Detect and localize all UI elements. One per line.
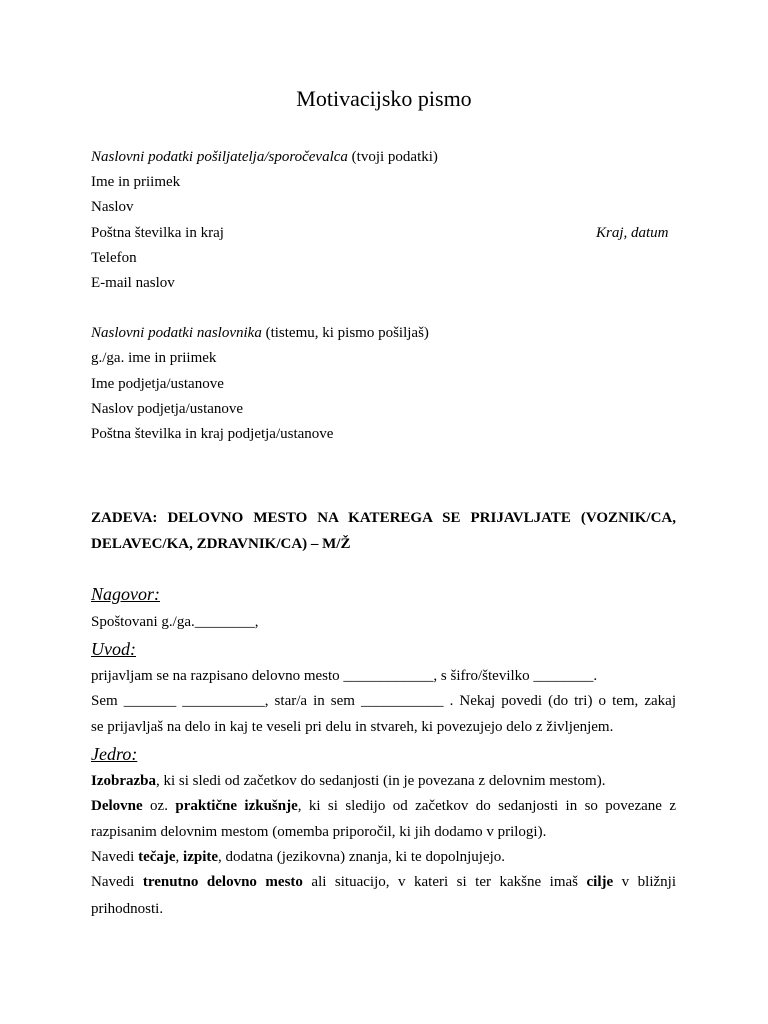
body-education-text: , ki si sledi od začetkov do sedanjosti (in je povezana z delovnim mestom). <box>156 773 606 789</box>
body-current-pre: Navedi <box>91 874 143 890</box>
subject-line-1: ZADEVA: DELOVNO MESTO NA KATEREGA SE PRIJAVLJATE (VOZNIK/CA, <box>91 510 676 526</box>
recipient-name: g./ga. ime in priimek <box>91 350 217 366</box>
sender-name: Ime in priimek <box>91 174 181 190</box>
sender-email: E-mail naslov <box>91 275 175 291</box>
body-current-line-1 <box>91 872 676 892</box>
sender-heading-italic: Naslovni podatki pošiljatelja/sporočevalca <box>91 149 348 165</box>
section-heading-nagovor: Nagovor: <box>91 584 160 604</box>
recipient-heading <box>91 323 676 343</box>
sender-phone: Telefon <box>91 250 137 266</box>
body-education <box>91 771 676 791</box>
recipient-postal: Poštna številka in kraj podjetja/ustanove <box>91 426 334 442</box>
body-experience-line-2: razpisanim delovnim mestom (omemba priporočil, ki jih dodamo v prilogi). <box>91 824 547 840</box>
body-courses-bold-1: tečaje <box>138 849 176 865</box>
sender-heading-note: (tvoji podatki) <box>347 149 438 165</box>
body-current-mid: ali situacijo, v kateri si ter kakšne imaš <box>302 874 587 890</box>
body-courses <box>91 847 676 867</box>
body-experience-bold-1: Delovne <box>91 798 143 814</box>
document-title: Motivacijsko pismo <box>296 86 472 111</box>
salutation: Spoštovani g./ga.________, <box>91 614 259 630</box>
section-heading-jedro: Jedro: <box>91 744 138 764</box>
body-courses-pre: Navedi <box>91 849 139 865</box>
intro-line-2: Sem _______ ___________, star/a in sem ___________ . Nekaj povedi (do tri) o tem, zakaj <box>91 693 676 709</box>
body-experience-text: , ki si sledijo od začetkov do sedanjosti in so povezane z <box>297 798 676 814</box>
body-courses-comma: , <box>175 849 184 865</box>
body-current-bold-1: trenutno delovno mesto <box>142 874 303 890</box>
sender-address: Naslov <box>91 199 134 215</box>
recipient-address: Naslov podjetja/ustanove <box>91 401 244 417</box>
subject-line-2: DELAVEC/KA, ZDRAVNIK/CA) – M/Ž <box>91 536 351 552</box>
intro-line-1: prijavljam se na razpisano delovno mesto ____________, s šifro/številko ________. <box>91 668 598 684</box>
subject <box>91 505 676 557</box>
recipient-heading-note: (tistemu, ki pismo pošiljaš) <box>261 325 429 341</box>
body-current-bold-2: cilje <box>586 874 614 890</box>
body-courses-text: , dodatna (jezikovna) znanja, ki te dopolnjujejo. <box>218 849 506 865</box>
body-experience-bold-2: praktične izkušnje <box>175 798 298 814</box>
sender-heading <box>91 147 676 167</box>
body-current-line-2: prihodnosti. <box>91 901 164 917</box>
body-experience-line-1 <box>91 796 676 816</box>
body-experience-mid: oz. <box>142 798 176 814</box>
place-date: Kraj, datum <box>596 225 669 241</box>
sender-postal: Poštna številka in kraj <box>91 225 224 241</box>
body-education-bold: Izobrazba <box>91 773 156 789</box>
body-courses-bold-2: izpite <box>183 849 219 865</box>
section-heading-uvod: Uvod: <box>91 639 136 659</box>
recipient-company: Ime podjetja/ustanove <box>91 376 224 392</box>
body-current-text: v bližnji <box>613 874 676 890</box>
recipient-heading-italic: Naslovni podatki naslovnika <box>91 325 262 341</box>
intro-line-3: se prijavljaš na delo in kaj te veseli pri delu in stvareh, ki povezujejo delo z življenjem. <box>91 719 614 735</box>
